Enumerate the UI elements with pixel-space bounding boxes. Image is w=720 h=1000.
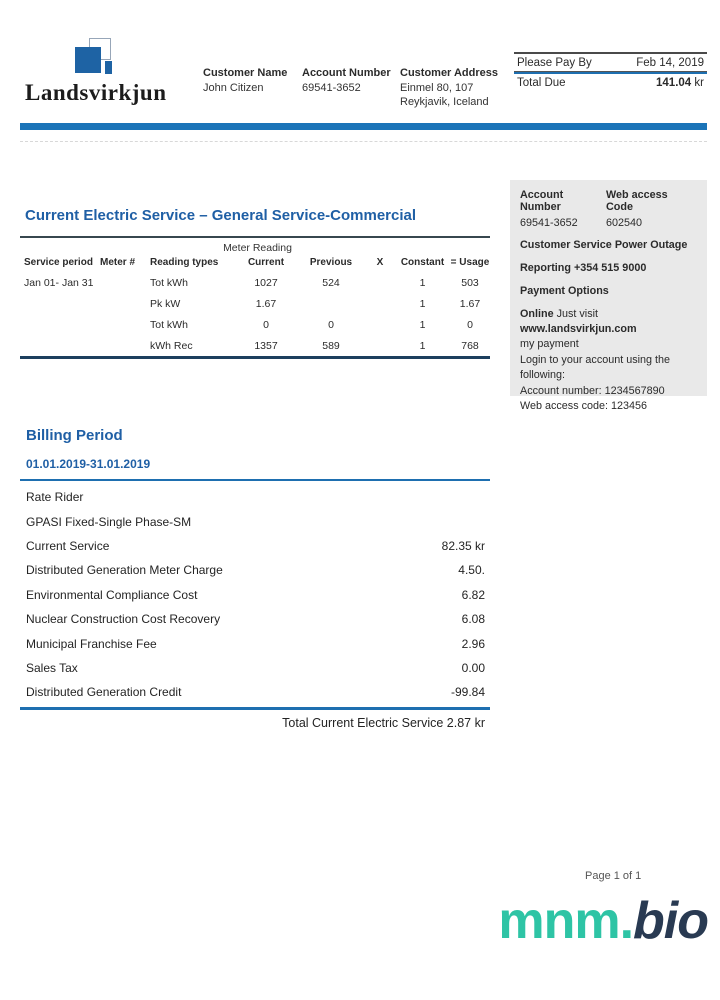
account-number-value: 69541-3652 xyxy=(302,81,361,94)
meter-reading-table xyxy=(20,236,490,359)
watermark-mnm: mnm. xyxy=(498,892,634,950)
account-web-grid xyxy=(520,189,697,229)
billing-item: Distributed Generation Meter Charge 4.50. xyxy=(26,563,485,578)
watermark-bio: bio xyxy=(633,892,708,950)
customer-address-line1: Einmel 80, 107 xyxy=(400,81,474,94)
table-row: Tot kWh 0 0 1 0 xyxy=(150,318,473,331)
sidebar-text-line: following: xyxy=(520,369,566,381)
billing-item: Rate Rider xyxy=(26,490,84,505)
col-service-period: Service period xyxy=(24,257,93,268)
account-number-label: Account Number xyxy=(302,67,391,79)
billing-items-list xyxy=(20,485,490,705)
sidebar-text-line: Login to your account using the xyxy=(520,353,671,366)
customer-service-line2: Reporting +354 515 9000 xyxy=(520,262,647,274)
billing-item: GPASI Fixed-Single Phase-SM xyxy=(26,514,192,529)
payment-url: www.landsvirkjun.com xyxy=(520,323,637,335)
billing-item: Municipal Franchise Fee 2.96 xyxy=(26,636,485,651)
customer-name-value: John Citizen xyxy=(203,81,264,94)
col-x: X xyxy=(376,257,384,268)
col-previous: Previous xyxy=(309,257,353,268)
total-due-row xyxy=(514,74,707,91)
table-row: Pk kW 1.67 1 1.67 xyxy=(150,297,481,310)
pay-by-label: Please Pay By xyxy=(517,57,592,69)
company-logo-icon xyxy=(75,38,119,84)
sidebar-web-access-label: Web access Code xyxy=(606,189,668,213)
billing-total: Total Current Electric Service 2.87 kr xyxy=(282,715,485,730)
customer-service-line1: Customer Service Power Outage xyxy=(520,239,688,251)
table-header-row xyxy=(20,255,490,272)
pay-by-date: Feb 14, 2019 xyxy=(636,57,704,69)
customer-name-label: Customer Name xyxy=(203,67,288,79)
currency-unit: kr xyxy=(694,77,704,89)
section-title-current-electric-service: Current Electric Service – General Service-Commercial xyxy=(25,207,417,224)
sidebar-account-number-label: Account Number xyxy=(520,189,564,213)
billing-item: Sales Tax 0.00 xyxy=(26,660,485,675)
col-constant: Constant xyxy=(400,257,445,268)
billing-item: Distributed Generation Credit -99.84 xyxy=(26,685,485,700)
logo-blue-square xyxy=(75,47,101,73)
company-name: Landsvirkjun xyxy=(25,80,167,105)
table-row: kWh Rec 1357 589 1 768 xyxy=(150,339,479,352)
pay-summary-box xyxy=(514,52,707,91)
billing-item: Nuclear Construction Cost Recovery 6.08 xyxy=(26,612,485,627)
sidebar-account-number-value: 69541-3652 xyxy=(520,217,578,229)
pay-by-row xyxy=(514,54,707,71)
total-due-label: Total Due xyxy=(517,77,566,89)
col-usage: = Usage xyxy=(450,257,490,268)
billing-period-title: Billing Period xyxy=(26,427,123,444)
sidebar-text-line: Account number: 1234567890 xyxy=(520,384,665,397)
account-info-panel xyxy=(510,180,707,412)
logo-blue-foot xyxy=(105,61,112,74)
online-payment-line: Online Just visit www.landsvirkjun.com xyxy=(520,308,637,335)
customer-address-line2: Reykjavik, Iceland xyxy=(400,96,489,108)
billing-item: Current Service 82.35 kr xyxy=(26,538,485,553)
billing-period-dates: 01.01.2019-31.01.2019 xyxy=(26,457,151,471)
payment-options-label: Payment Options xyxy=(520,285,609,297)
header-divider-bar xyxy=(20,123,707,130)
sidebar-web-access-value: 602540 xyxy=(606,217,643,229)
account-number-block xyxy=(302,66,391,95)
table-row: Jan 01- Jan 31 Tot kWh 1027 524 1 503 xyxy=(24,276,479,289)
meter-reading-group-header: Meter Reading xyxy=(223,242,292,254)
customer-address-block xyxy=(400,66,498,110)
billing-top-rule xyxy=(20,479,490,481)
watermark-logo xyxy=(498,892,708,950)
col-current: Current xyxy=(247,257,285,268)
billing-period-section xyxy=(20,427,490,730)
sidebar-text-line: Web access code: 123456 xyxy=(520,400,648,412)
col-reading-types: Reading types xyxy=(150,257,219,268)
total-due-amount: 141.04 kr xyxy=(656,77,704,89)
customer-name-block xyxy=(203,66,287,95)
sidebar-text-line: my payment xyxy=(520,338,579,350)
header-faint-rule xyxy=(20,141,707,142)
col-meter: Meter # xyxy=(100,257,136,268)
page-number: Page 1 of 1 xyxy=(585,870,642,882)
customer-address-label: Customer Address xyxy=(400,67,499,79)
billing-item: Environmental Compliance Cost 6.82 xyxy=(26,587,485,602)
